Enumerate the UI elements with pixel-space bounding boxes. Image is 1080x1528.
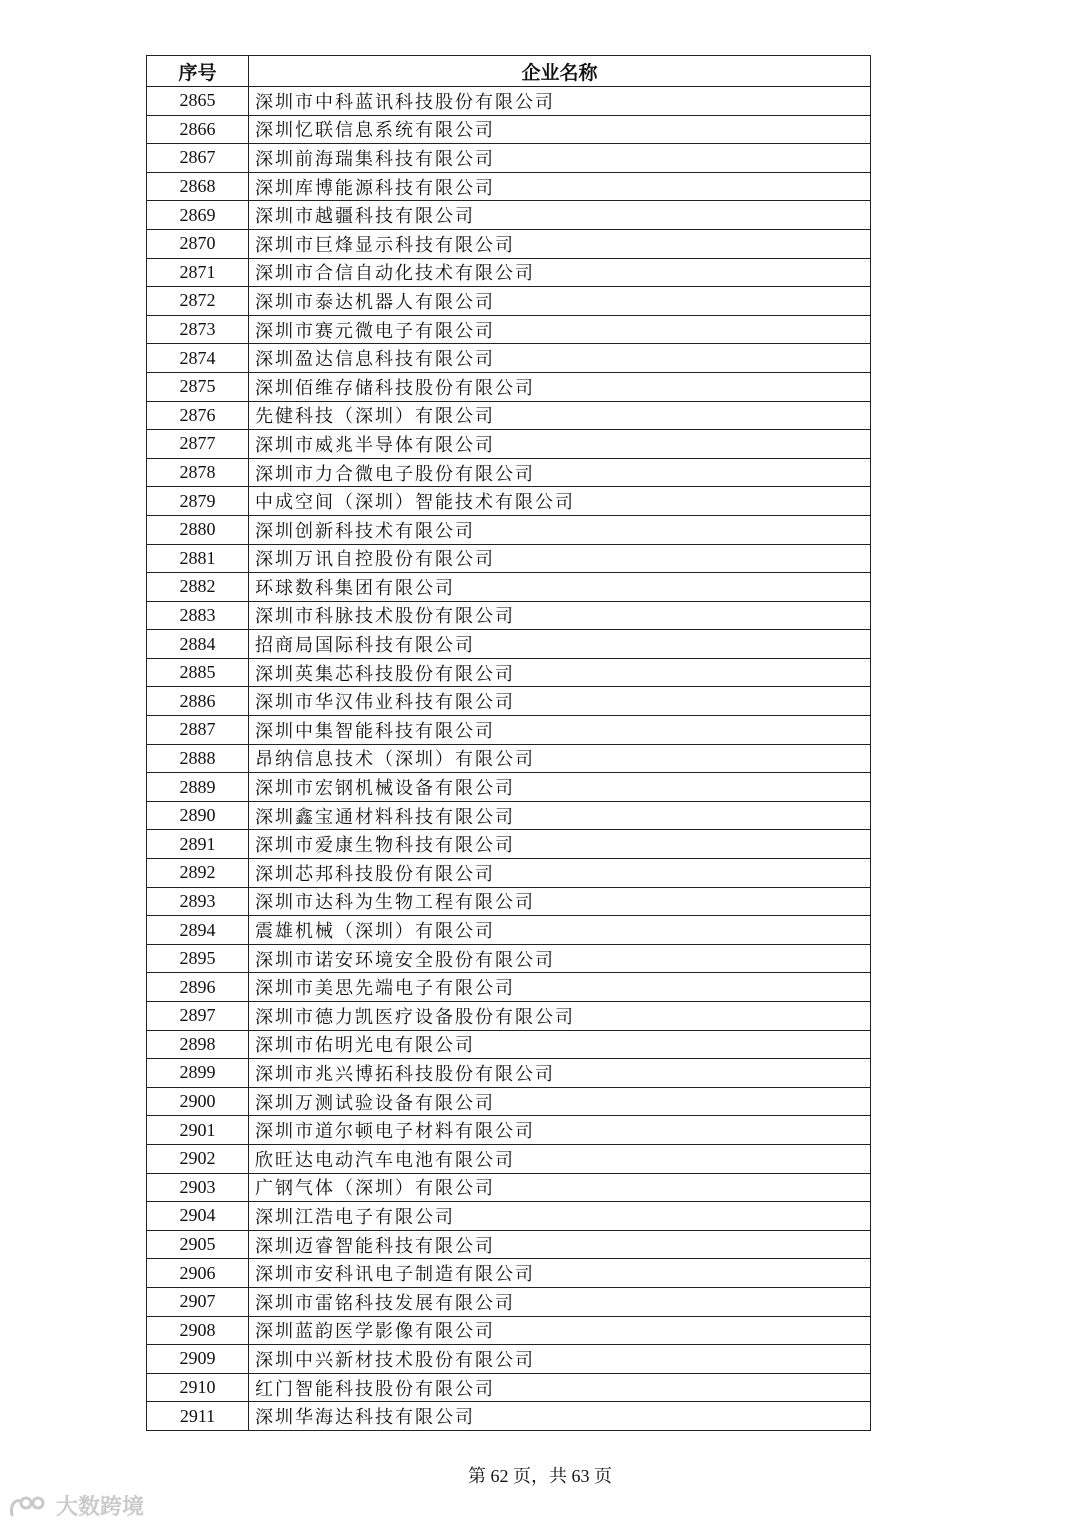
table-row <box>147 344 871 373</box>
serial-number-cell: 2903 <box>147 1173 249 1202</box>
table-row <box>147 601 871 630</box>
serial-number-cell: 2898 <box>147 1030 249 1059</box>
company-name-cell: 深圳创新科技术有限公司 <box>249 515 871 544</box>
serial-number-cell: 2876 <box>147 401 249 430</box>
table-row <box>147 1287 871 1316</box>
company-name-cell: 深圳市宏钢机械设备有限公司 <box>249 773 871 802</box>
company-name-cell: 招商局国际科技有限公司 <box>249 630 871 659</box>
table-row <box>147 1144 871 1173</box>
serial-number-cell: 2909 <box>147 1345 249 1374</box>
serial-number-cell: 2869 <box>147 201 249 230</box>
company-name-cell: 深圳市中科蓝讯科技股份有限公司 <box>249 87 871 116</box>
serial-number-cell: 2906 <box>147 1259 249 1288</box>
serial-number-cell: 2883 <box>147 601 249 630</box>
table-row <box>147 773 871 802</box>
table-row <box>147 1116 871 1145</box>
company-name-cell: 深圳市道尔顿电子材料有限公司 <box>249 1116 871 1145</box>
company-name-cell: 深圳万讯自控股份有限公司 <box>249 544 871 573</box>
table-row <box>147 229 871 258</box>
serial-number-cell: 2910 <box>147 1373 249 1402</box>
serial-number-cell: 2895 <box>147 944 249 973</box>
table-row <box>147 1230 871 1259</box>
table-row <box>147 973 871 1002</box>
watermark-text: 大数跨境 <box>56 1495 145 1520</box>
table-row <box>147 287 871 316</box>
company-name-cell: 震雄机械（深圳）有限公司 <box>249 916 871 945</box>
serial-number-cell: 2881 <box>147 544 249 573</box>
serial-number-cell: 2865 <box>147 87 249 116</box>
company-name-cell: 红门智能科技股份有限公司 <box>249 1373 871 1402</box>
serial-number-cell: 2871 <box>147 258 249 287</box>
company-name-cell: 深圳芯邦科技股份有限公司 <box>249 859 871 888</box>
table-row <box>147 1402 871 1431</box>
table-row <box>147 315 871 344</box>
serial-number-cell: 2911 <box>147 1402 249 1431</box>
serial-number-cell: 2885 <box>147 658 249 687</box>
table-row <box>147 1059 871 1088</box>
serial-number-cell: 2882 <box>147 573 249 602</box>
serial-number-cell: 2893 <box>147 887 249 916</box>
table-row <box>147 1345 871 1374</box>
serial-number-cell: 2907 <box>147 1287 249 1316</box>
company-name-cell: 深圳市科脉技术股份有限公司 <box>249 601 871 630</box>
table-row <box>147 1002 871 1031</box>
serial-number-cell: 2905 <box>147 1230 249 1259</box>
company-name-cell: 深圳市雷铭科技发展有限公司 <box>249 1287 871 1316</box>
serial-number-cell: 2872 <box>147 287 249 316</box>
serial-number-cell: 2904 <box>147 1202 249 1231</box>
company-name-cell: 深圳市华汉伟业科技有限公司 <box>249 687 871 716</box>
company-name-cell: 深圳市越疆科技有限公司 <box>249 201 871 230</box>
company-name-cell: 深圳市威兆半导体有限公司 <box>249 430 871 459</box>
company-name-cell: 深圳英集芯科技股份有限公司 <box>249 658 871 687</box>
company-name-cell: 欣旺达电动汽车电池有限公司 <box>249 1144 871 1173</box>
serial-number-cell: 2880 <box>147 515 249 544</box>
company-name-cell: 深圳中集智能科技有限公司 <box>249 716 871 745</box>
company-name-cell: 深圳盈达信息科技有限公司 <box>249 344 871 373</box>
table-row <box>147 1373 871 1402</box>
company-name-cell: 深圳市合信自动化技术有限公司 <box>249 258 871 287</box>
company-name-cell: 深圳市巨烽显示科技有限公司 <box>249 229 871 258</box>
watermark <box>8 1490 144 1521</box>
table-row <box>147 1259 871 1288</box>
serial-number-cell: 2879 <box>147 487 249 516</box>
table-row <box>147 887 871 916</box>
page-number-footer: 第 62 页，共 63 页 <box>468 1466 612 1486</box>
company-table-container <box>146 55 871 1431</box>
table-row <box>147 201 871 230</box>
company-name-cell: 深圳中兴新材技术股份有限公司 <box>249 1345 871 1374</box>
table-row <box>147 487 871 516</box>
table-row <box>147 258 871 287</box>
table-row <box>147 544 871 573</box>
serial-number-cell: 2902 <box>147 1144 249 1173</box>
serial-number-cell: 2908 <box>147 1316 249 1345</box>
serial-number-cell: 2892 <box>147 859 249 888</box>
company-name-cell: 深圳江浩电子有限公司 <box>249 1202 871 1231</box>
table-row <box>147 1030 871 1059</box>
table-row <box>147 1173 871 1202</box>
company-name-cell: 深圳万测试验设备有限公司 <box>249 1087 871 1116</box>
watermark-logo-icon <box>8 1493 52 1519</box>
company-name-cell: 深圳库博能源科技有限公司 <box>249 172 871 201</box>
company-name-cell: 深圳市美思先端电子有限公司 <box>249 973 871 1002</box>
serial-number-cell: 2877 <box>147 430 249 459</box>
table-row <box>147 944 871 973</box>
serial-number-cell: 2873 <box>147 315 249 344</box>
serial-number-cell: 2884 <box>147 630 249 659</box>
serial-number-cell: 2868 <box>147 172 249 201</box>
table-row <box>147 801 871 830</box>
table-header-row <box>147 56 871 87</box>
serial-number-cell: 2897 <box>147 1002 249 1031</box>
table-row <box>147 372 871 401</box>
company-name-cell: 中成空间（深圳）智能技术有限公司 <box>249 487 871 516</box>
company-name-cell: 环球数科集团有限公司 <box>249 573 871 602</box>
table-row <box>147 1087 871 1116</box>
serial-number-cell: 2901 <box>147 1116 249 1145</box>
table-row <box>147 658 871 687</box>
serial-number-cell: 2894 <box>147 916 249 945</box>
company-name-cell: 深圳佰维存储科技股份有限公司 <box>249 372 871 401</box>
serial-number-cell: 2888 <box>147 744 249 773</box>
company-name-cell: 深圳市诺安环境安全股份有限公司 <box>249 944 871 973</box>
table-row <box>147 458 871 487</box>
table-row <box>147 573 871 602</box>
table-row <box>147 859 871 888</box>
company-name-cell: 深圳华海达科技有限公司 <box>249 1402 871 1431</box>
serial-number-cell: 2874 <box>147 344 249 373</box>
header-company-name: 企业名称 <box>249 56 871 87</box>
table-row <box>147 916 871 945</box>
table-row <box>147 830 871 859</box>
company-name-cell: 昂纳信息技术（深圳）有限公司 <box>249 744 871 773</box>
company-name-cell: 深圳鑫宝通材料科技有限公司 <box>249 801 871 830</box>
company-name-cell: 深圳市力合微电子股份有限公司 <box>249 458 871 487</box>
company-name-cell: 深圳市泰达机器人有限公司 <box>249 287 871 316</box>
serial-number-cell: 2896 <box>147 973 249 1002</box>
company-table <box>146 55 871 1431</box>
table-row <box>147 430 871 459</box>
company-name-cell: 深圳市达科为生物工程有限公司 <box>249 887 871 916</box>
serial-number-cell: 2890 <box>147 801 249 830</box>
table-body <box>147 87 871 1431</box>
serial-number-cell: 2866 <box>147 115 249 144</box>
table-row <box>147 744 871 773</box>
company-name-cell: 深圳前海瑞集科技有限公司 <box>249 144 871 173</box>
header-serial-number: 序号 <box>147 56 249 87</box>
company-name-cell: 深圳蓝韵医学影像有限公司 <box>249 1316 871 1345</box>
serial-number-cell: 2900 <box>147 1087 249 1116</box>
table-row <box>147 515 871 544</box>
serial-number-cell: 2870 <box>147 229 249 258</box>
serial-number-cell: 2899 <box>147 1059 249 1088</box>
table-row <box>147 87 871 116</box>
company-name-cell: 先健科技（深圳）有限公司 <box>249 401 871 430</box>
table-row <box>147 144 871 173</box>
serial-number-cell: 2867 <box>147 144 249 173</box>
company-name-cell: 深圳迈睿智能科技有限公司 <box>249 1230 871 1259</box>
serial-number-cell: 2878 <box>147 458 249 487</box>
serial-number-cell: 2875 <box>147 372 249 401</box>
company-name-cell: 深圳市安科讯电子制造有限公司 <box>249 1259 871 1288</box>
serial-number-cell: 2891 <box>147 830 249 859</box>
company-name-cell: 深圳市兆兴博拓科技股份有限公司 <box>249 1059 871 1088</box>
serial-number-cell: 2886 <box>147 687 249 716</box>
company-name-cell: 深圳忆联信息系统有限公司 <box>249 115 871 144</box>
table-row <box>147 687 871 716</box>
table-row <box>147 115 871 144</box>
table-row <box>147 172 871 201</box>
table-row <box>147 401 871 430</box>
table-row <box>147 630 871 659</box>
company-name-cell: 广钢气体（深圳）有限公司 <box>249 1173 871 1202</box>
company-name-cell: 深圳市佑明光电有限公司 <box>249 1030 871 1059</box>
table-row <box>147 1316 871 1345</box>
company-name-cell: 深圳市赛元微电子有限公司 <box>249 315 871 344</box>
company-name-cell: 深圳市爱康生物科技有限公司 <box>249 830 871 859</box>
company-name-cell: 深圳市德力凯医疗设备股份有限公司 <box>249 1002 871 1031</box>
serial-number-cell: 2887 <box>147 716 249 745</box>
serial-number-cell: 2889 <box>147 773 249 802</box>
table-row <box>147 716 871 745</box>
table-row <box>147 1202 871 1231</box>
